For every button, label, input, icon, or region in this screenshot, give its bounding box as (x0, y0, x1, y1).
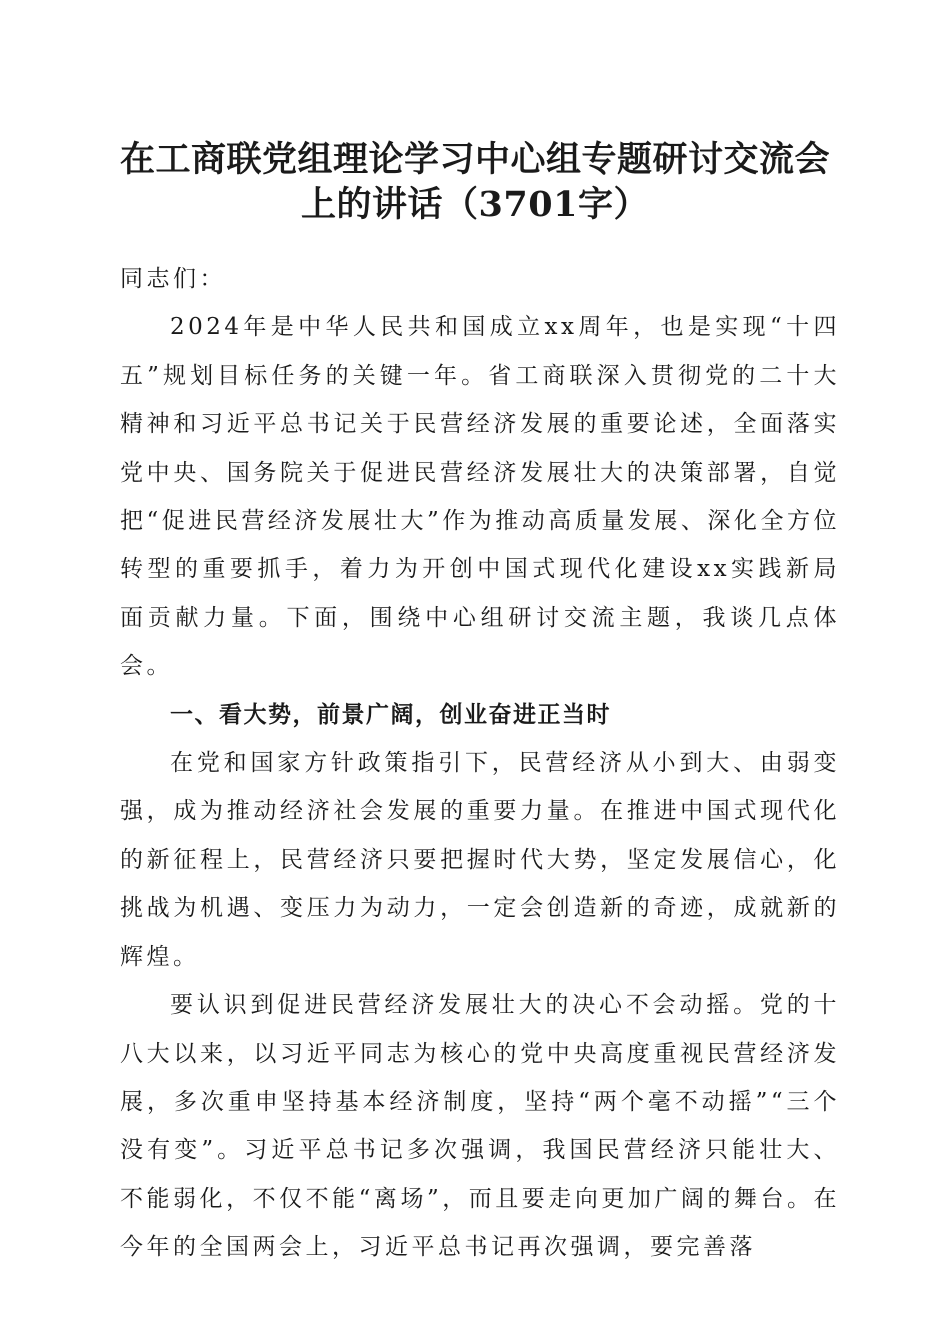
paragraph-section1-2: 要认识到促进民营经济发展壮大的决心不会动摇。党的十八大以来，以习近平同志为核心的党中央高度重视民营经济发展，多次重申坚持基本经济制度，坚持“两个毫不动摇”“三个没有变”。习近平总书记多次强调，我国民营经济只能壮大、不能弱化，不仅不能“离场”，而且要走向更加广阔的舞台。在今年的全国两会上，习近平总书记再次强调，要完善落 (120, 992, 840, 1261)
paragraph-section1-1: 在党和国家方针政策指引下，民营经济从小到大、由弱变强，成为推动经济社会发展的重要力量。在推进中国式现代化的新征程上，民营经济只要把握时代大势，坚定发展信心，化挑战为机遇、变压力为动力，一定会创造新的奇迹，成就新的辉煌。 (120, 750, 840, 970)
document-body (120, 255, 840, 1272)
document-title-line-1: 在工商联党组理论学习中心组专题研讨交流会 (119, 139, 830, 180)
document-title-line-2: 上的讲话（3701字） (301, 184, 649, 225)
salutation: 同志们： (120, 266, 226, 292)
paragraph-intro: 2024年是中华人民共和国成立xx周年，也是实现“十四五”规划目标任务的关键一年。省工商联深入贯彻党的二十大精神和习近平总书记关于民营经济发展的重要论述，全面落实党中央、国务院关于促进民营经济发展壮大的决策部署，自觉把“促进民营经济发展壮大”作为推动高质量发展、深化全方位转型的重要抓手，着力为开创中国式现代化建设xx实践新局面贡献力量。下面，围绕中心组研讨交流主题，我谈几点体会。 (120, 314, 840, 680)
section-heading-1: 一、看大势，前景广阔，创业奋进正当时 (170, 701, 611, 728)
